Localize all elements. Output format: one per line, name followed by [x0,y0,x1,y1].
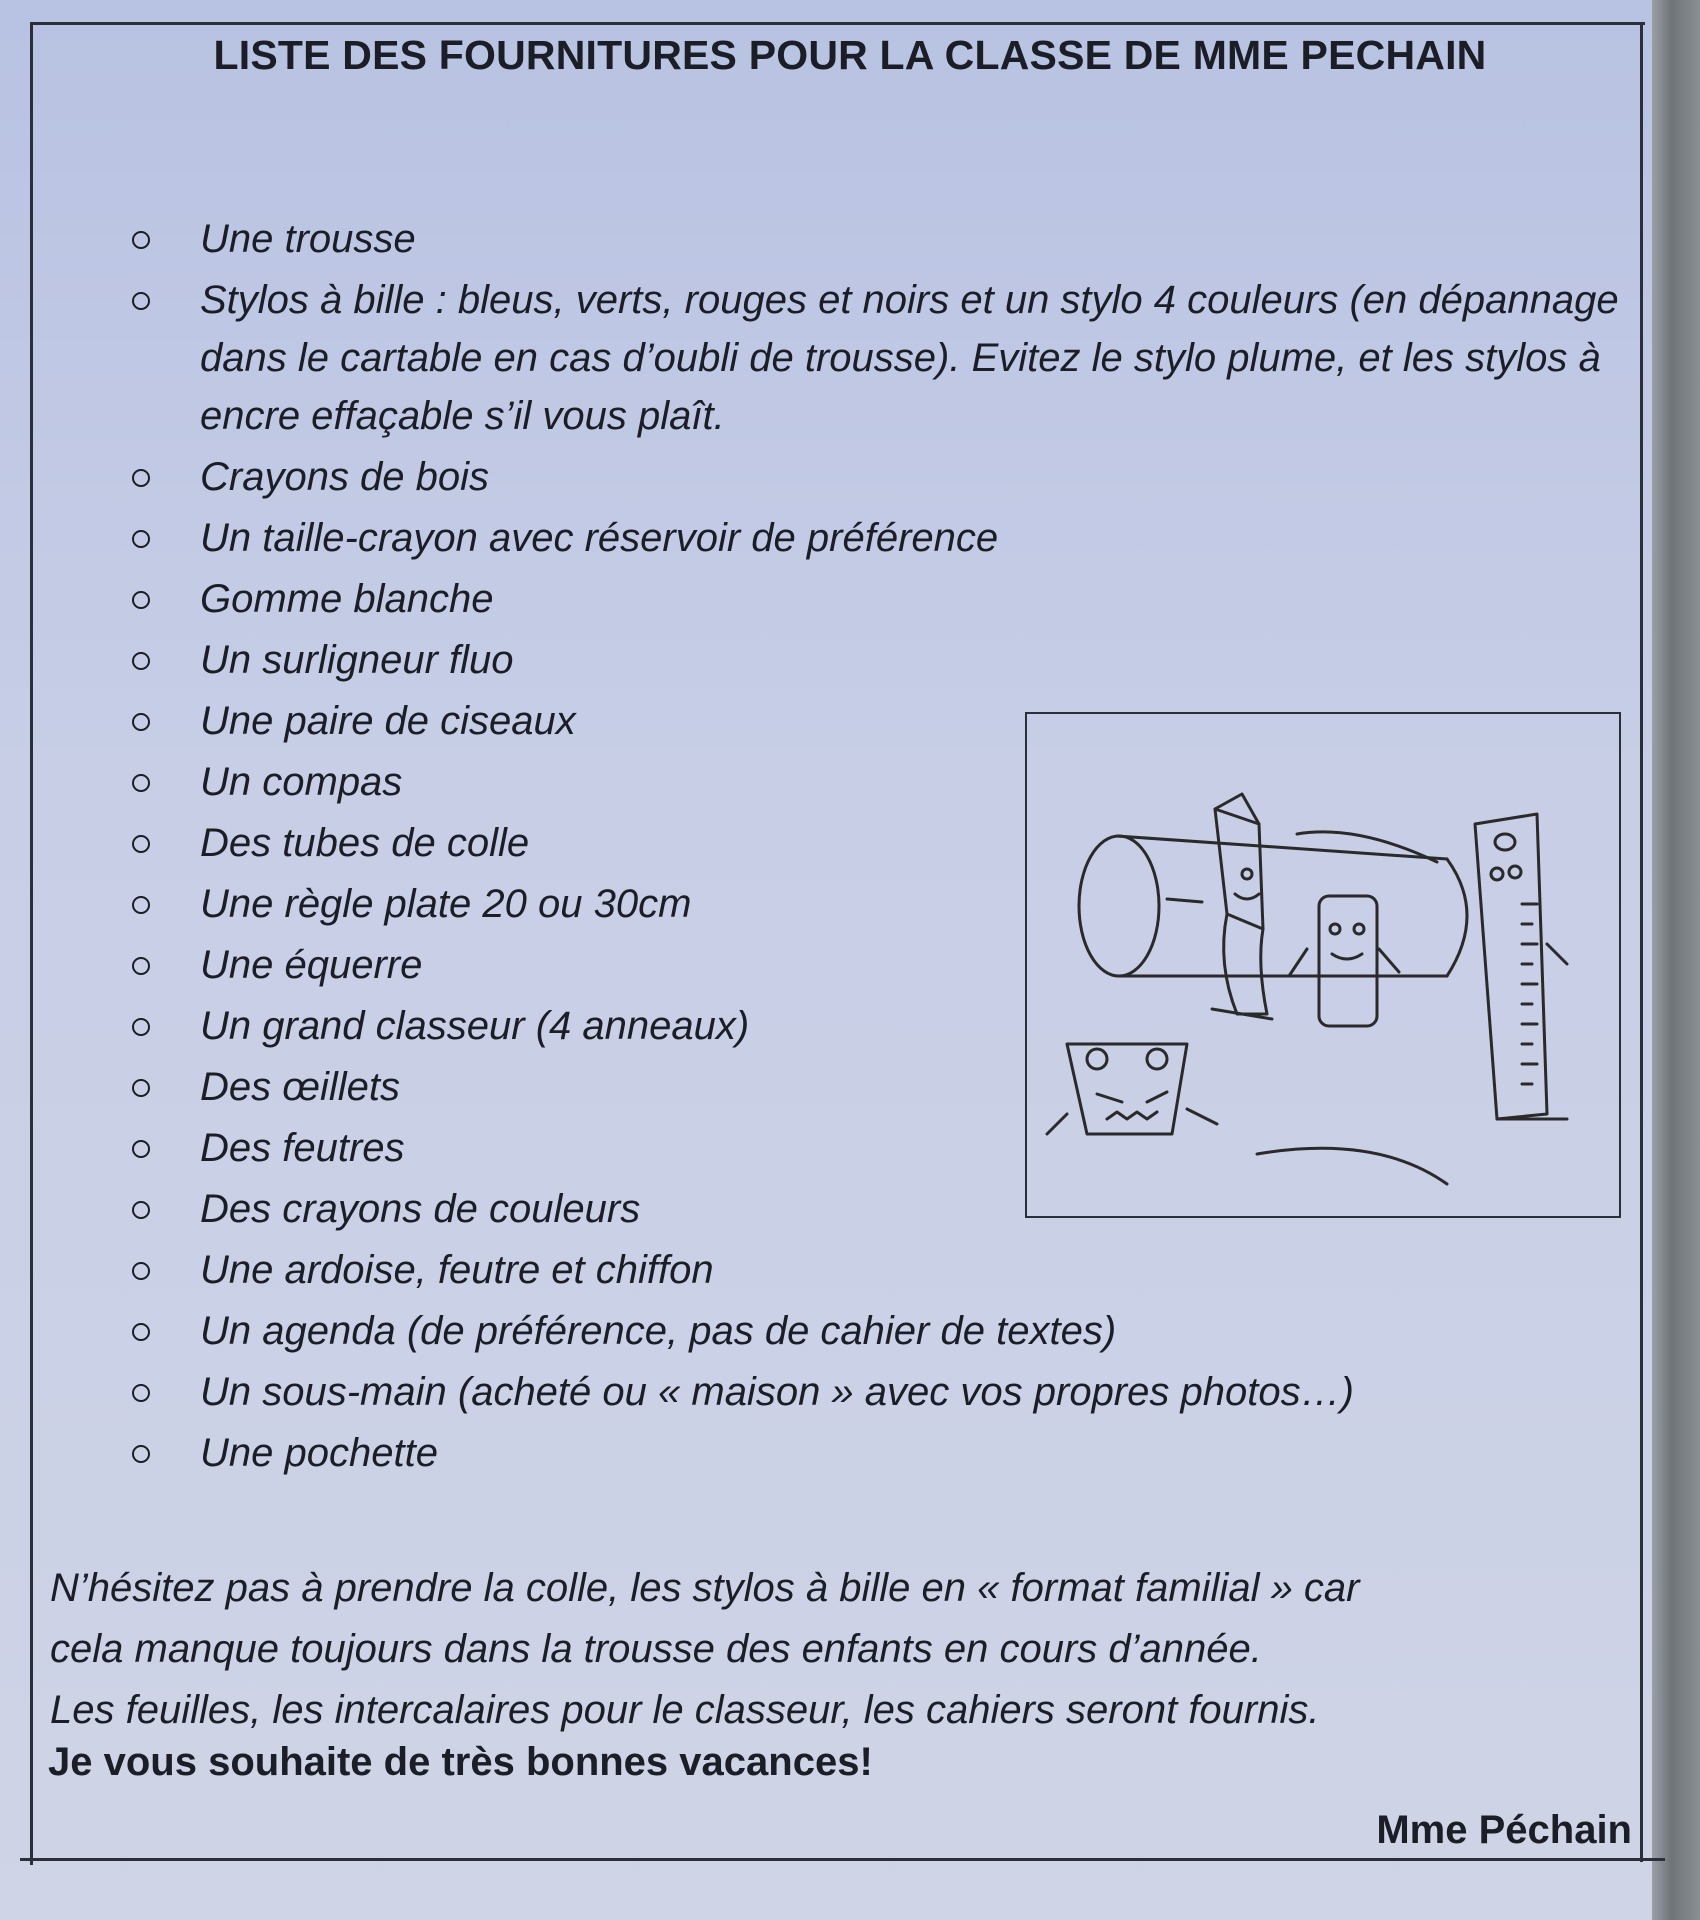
list-item-text: Un compas [200,760,403,804]
list-item-text: Un grand classeur (4 anneaux) [200,1004,750,1048]
list-item-text: Une trousse [200,217,416,261]
list-item [128,631,1608,689]
list-item-text: Une paire de ciseaux [200,699,576,743]
bullet-icon [132,1140,150,1158]
list-item-text: Une équerre [200,943,423,987]
bullet-icon [132,231,150,249]
note-line: Les feuilles, les intercalaires pour le classeur, les cahiers seront fournis. [50,1688,1320,1732]
list-item-text: Crayons de bois [200,455,490,499]
list-item [128,271,1620,445]
list-item-text: Des tubes de colle [200,821,530,865]
list-item [128,1424,1608,1482]
bullet-icon [132,835,150,853]
bullet-icon [132,292,150,310]
pencil-character-icon [1212,794,1272,1019]
list-item [128,1302,1608,1360]
list-item [128,448,1608,506]
bullet-icon [132,1079,150,1097]
signature: Mme Péchain [1376,1808,1632,1852]
bullet-icon [132,1201,150,1219]
list-item [128,210,1608,268]
bullet-icon [132,591,150,609]
bullet-icon [132,469,150,487]
list-item-text: Des œillets [200,1065,401,1109]
document-border-right [1640,24,1643,1862]
bullet-icon [132,774,150,792]
bullet-icon [132,1384,150,1402]
list-item-text: Un sous-main (acheté ou « maison » avec vos propres photos…) [200,1370,1354,1414]
bullet-icon [132,652,150,670]
eraser-character-icon [1289,896,1399,1026]
background-surface [1652,0,1700,1920]
list-item-text: Un agenda (de préférence, pas de cahier de textes) [200,1309,1117,1353]
list-item-text: Un taille-crayon avec réservoir de préférence [200,516,999,560]
list-item [128,570,1608,628]
bullet-icon [132,1262,150,1280]
bullet-icon [132,713,150,731]
pencil-case-icon [1079,832,1467,976]
list-item-text: Stylos à bille : bleus, verts, rouges et noirs et un stylo 4 couleurs (en dépannage dans le cartable en cas d’oubli de trousse). Evitez le stylo plume, et les stylos à encre effaçable s’il vous plaît. [200,278,1619,438]
bullet-icon [132,530,150,548]
bullet-icon [132,1323,150,1341]
school-supplies-illustration [1025,712,1621,1218]
ruler-character-icon [1475,814,1567,1119]
list-item-text: Un surligneur fluo [200,638,514,682]
note-line: cela manque toujours dans la trousse des enfants en cours d’année. [50,1627,1262,1671]
list-item-text: Des feutres [200,1126,405,1170]
list-item-text: Gomme blanche [200,577,494,621]
list-item-text: Des crayons de couleurs [200,1187,641,1231]
list-item [128,509,1608,567]
list-item [128,1363,1608,1421]
cartoon-drawing [1027,714,1619,1216]
note-paragraph [50,1558,1630,1741]
sharpener-character-icon [1047,1044,1447,1184]
list-item [128,1241,1608,1299]
list-item-text: Une pochette [200,1431,438,1475]
list-item-text: Une règle plate 20 ou 30cm [200,882,692,926]
note-line: N’hésitez pas à prendre la colle, les stylos à bille en « format familial » car [50,1566,1360,1610]
bullet-icon [132,1018,150,1036]
document-border-bottom [20,1858,1665,1861]
closing-message: Je vous souhaite de très bonnes vacances! [48,1740,873,1784]
list-item-text: Une ardoise, feutre et chiffon [200,1248,714,1292]
bullet-icon [132,1445,150,1463]
bullet-icon [132,957,150,975]
page-title: LISTE DES FOURNITURES POUR LA CLASSE DE MME PECHAIN [213,32,1487,78]
bullet-icon [132,896,150,914]
